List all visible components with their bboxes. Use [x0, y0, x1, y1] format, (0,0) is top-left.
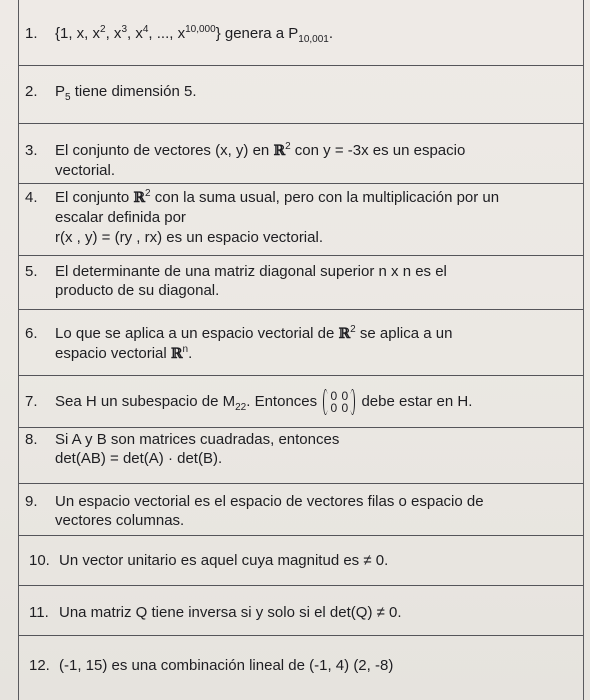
table-row [19, 256, 583, 310]
table-row [19, 536, 583, 586]
statement-8: 8. Si A y B son matrices cuadradas, entonces det(AB) = det(A) · det(B). [25, 431, 340, 467]
table-row [19, 66, 583, 124]
statement-1: 1. {1, x, $x^2$, $x^3$, $x^4$, ..., $x^{10,000}$} genera a $P_{10,001}$. [25, 24, 334, 45]
statement-12: 12. (-1, 15) es una combinación lineal de (-1, 4) (2, -8) [29, 657, 394, 674]
table-row [19, 428, 583, 484]
table-row [19, 586, 583, 636]
statement-9: 9. Un espacio vectorial es el espacio de vectores filas o espacio de vectores columnas. [25, 493, 484, 529]
statement-4: 4. El conjunto ℝ$^2$ con la suma usual, pero con la multiplicación por un escalar definida por r(x , y) = (ry , rx) es un espacio vectorial. [25, 188, 500, 246]
statement-7: 7. Sea H un subespacio de $M_{22}$. Entonces 0 0 0 0 debe estar en H. [25, 389, 473, 415]
table-row [19, 124, 583, 184]
table-row [19, 0, 583, 66]
statement-6: 6. Lo que se aplica a un espacio vectorial de ℝ$^2$ se aplica a un espacio vectorial ℝ$^n$. [25, 324, 453, 362]
table-row [19, 636, 583, 700]
table-row [19, 310, 583, 376]
zero-matrix: 0 0 0 0 [323, 390, 355, 414]
statements-table [18, 0, 584, 700]
statement-3: 3. El conjunto de vectores (x, y) en ℝ$^2$ con y = -3x es un espacio vectorial. [25, 141, 466, 179]
statement-10: 10. Un vector unitario es aquel cuya magnitud es ≠ 0. [29, 552, 389, 569]
table-row [19, 484, 583, 536]
table-row [19, 184, 583, 256]
statement-5: 5. El determinante de una matriz diagonal superior n x n es el producto de su diagonal. [25, 263, 447, 299]
statement-11: 11. Una matriz Q tiene inversa si y solo si el det(Q) ≠ 0. [29, 604, 402, 621]
statement-2: 2. $P_5$ tiene dimensión 5. [25, 83, 197, 103]
table-row [19, 376, 583, 428]
